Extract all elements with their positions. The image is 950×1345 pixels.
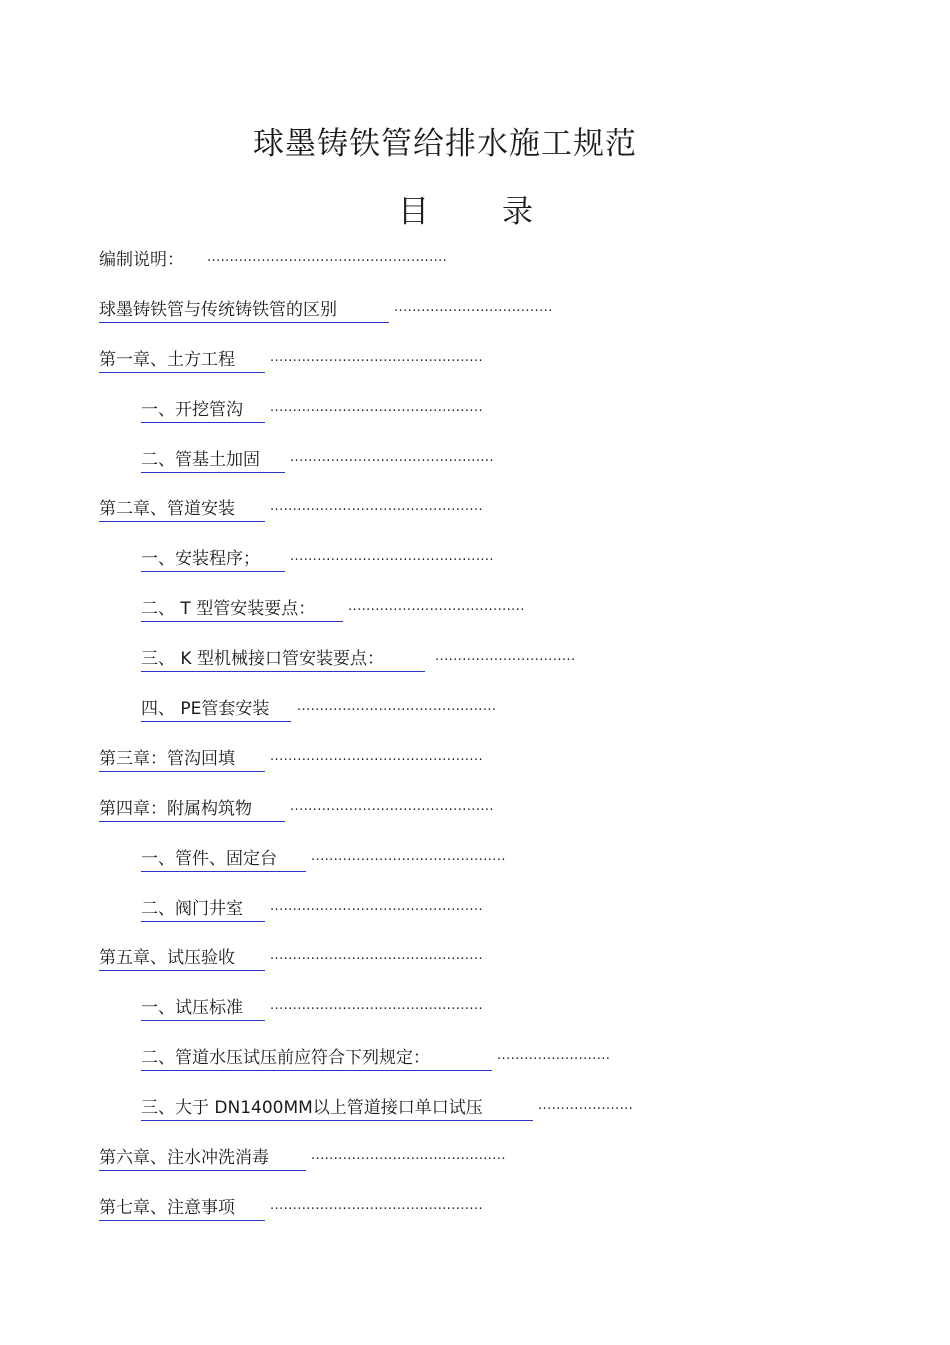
toc-entry-leader-dots: ............................................... [270,400,484,415]
toc-entry-label: 三、大于 DN1400MM以上管道接口单口试压 [141,1098,483,1118]
toc-entry-label: 四、 PE管套安装 [141,699,270,719]
toc-link-ch2-sec-1[interactable] [141,546,285,572]
toc-heading-char-2: 录 [502,194,533,230]
toc-link-chapter-2[interactable] [99,496,265,522]
toc-entry-leader-dots: ............................... [435,649,576,664]
toc-entry-label: 二、阀门井室 [141,899,243,919]
toc-link-ch5-sec-2[interactable] [141,1045,492,1071]
toc-entry-leader-dots: ........................................... [311,1148,506,1163]
toc-link-ch1-sec-1[interactable] [141,397,265,423]
toc-entry-label: 第四章：附属构筑物 [99,799,252,819]
toc-entry-leader-dots: ............................................... [270,948,484,963]
toc-entry-leader-dots: ............................................... [270,998,484,1013]
toc-entry-label: 第二章、管道安装 [99,499,235,519]
toc-link-comparison[interactable] [99,297,389,323]
toc-entry-leader-dots: ............................................. [290,450,494,465]
toc-entry-label: 第一章、土方工程 [99,350,235,370]
toc-link-ch2-sec-4[interactable] [141,696,291,722]
toc-entry-label: 三、 K 型机械接口管安装要点： [141,649,384,669]
toc-entry-leader-dots: ............................................ [297,699,497,714]
toc-entry-leader-dots: ............................................... [270,499,484,514]
toc-link-ch2-sec-2[interactable] [141,596,343,622]
toc-entry-leader-dots: ......................... [497,1048,611,1063]
toc-link-ch5-sec-3[interactable] [141,1095,533,1121]
toc-link-chapter-4[interactable] [99,796,285,822]
toc-entry-label: 一、开挖管沟 [141,400,243,420]
document-title: 球墨铸铁管给排水施工规范 [253,126,637,162]
toc-link-chapter-1[interactable] [99,347,265,373]
toc-entry-label: 第六章、注水冲洗消毒 [99,1148,269,1168]
toc-link-chapter-3[interactable] [99,746,265,772]
toc-entry-leader-dots: ..................................................... [207,250,448,265]
toc-link-ch2-sec-3[interactable] [141,646,425,672]
toc-entry-label: 一、管件、固定台 [141,849,277,869]
toc-entry-label: 一、安装程序； [141,549,260,569]
toc-entry-leader-dots: ............................................... [270,1198,484,1213]
toc-entry-leader-dots: ..................... [538,1098,634,1113]
toc-entry-label: 一、试压标准 [141,998,243,1018]
toc-entry-leader-dots: ................................... [394,300,553,315]
toc-link-ch1-sec-2[interactable] [141,447,285,473]
toc-heading-char-1: 目 [398,194,429,230]
toc-entry-leader-dots: ........................................... [311,849,506,864]
toc-link-chapter-7[interactable] [99,1195,265,1221]
toc-entry-leader-dots: ............................................... [270,749,484,764]
toc-entry-label: 二、管道水压试压前应符合下列规定： [141,1048,430,1068]
toc-entry-label: 编制说明： [99,250,184,270]
toc-link-chapter-6[interactable] [99,1145,306,1171]
toc-link-chapter-5[interactable] [99,945,265,971]
toc-entry-leader-dots: ............................................. [290,549,494,564]
toc-entry-leader-dots: ....................................... [348,599,525,614]
toc-entry-leader-dots: ............................................. [290,799,494,814]
toc-entry-label: 第三章：管沟回填 [99,749,235,769]
toc-entry-leader-dots: ............................................... [270,350,484,365]
toc-entry-leader-dots: ............................................... [270,899,484,914]
toc-link-ch4-sec-1[interactable] [141,846,306,872]
toc-entry-label: 第七章、注意事项 [99,1198,235,1218]
toc-entry-label: 二、 T 型管安装要点： [141,599,316,619]
toc-entry-label: 二、管基土加固 [141,450,260,470]
toc-entry-label: 第五章、试压验收 [99,948,235,968]
toc-link-ch4-sec-2[interactable] [141,896,265,922]
toc-link-ch5-sec-1[interactable] [141,995,265,1021]
toc-entry-label: 球墨铸铁管与传统铸铁管的区别 [99,300,337,320]
